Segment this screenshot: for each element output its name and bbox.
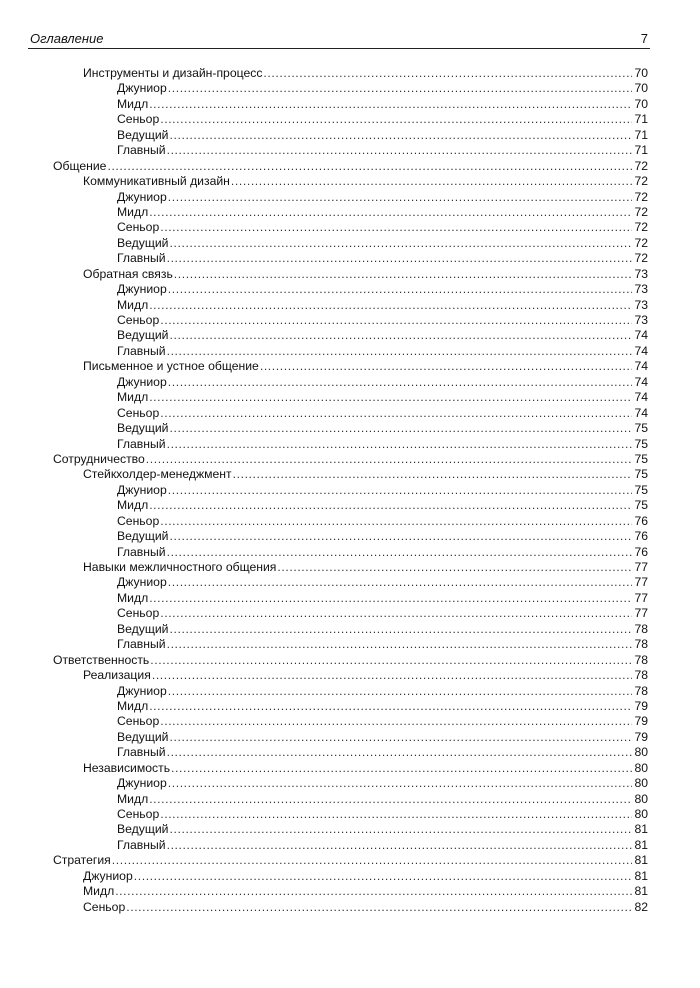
toc-entry-label: Джуниор [117, 374, 167, 389]
toc-entry-label: Инструменты и дизайн-процесс [83, 66, 263, 80]
dot-leader [115, 884, 632, 899]
toc-entry-page: 78 [634, 621, 648, 636]
toc-entry-label: Главный [117, 343, 166, 358]
toc-entry-page: 72 [634, 189, 648, 204]
dot-leader [168, 483, 632, 498]
toc-entry[interactable] [117, 81, 648, 96]
toc-entry-label: Главный [117, 544, 166, 559]
dot-leader [167, 251, 632, 266]
toc-entry-label: Мидл [117, 498, 149, 513]
dot-leader [170, 622, 633, 637]
toc-entry[interactable] [117, 298, 648, 313]
toc-entry-label: Джуниор [117, 81, 167, 96]
toc-entry[interactable] [117, 112, 648, 127]
dot-leader [160, 313, 632, 328]
toc-entry-page: 75 [634, 467, 648, 482]
toc-entry-page: 80 [634, 776, 648, 791]
toc-entry[interactable] [117, 483, 648, 498]
toc-entry[interactable] [117, 575, 648, 590]
toc-entry[interactable] [117, 545, 648, 560]
dot-leader [168, 282, 632, 297]
toc-entry-label: Мидл [83, 884, 115, 899]
toc-entry[interactable] [117, 529, 648, 544]
toc-entry-label: Мидл [117, 204, 149, 219]
toc-entry[interactable] [117, 622, 648, 637]
dot-leader [170, 730, 633, 745]
dot-leader [168, 190, 632, 205]
toc-entry-label: Ведущий [117, 822, 169, 837]
toc-entry-page: 80 [634, 807, 648, 821]
toc-entry-label: Ведущий [117, 127, 169, 142]
toc-entry-page: 73 [634, 282, 648, 297]
dot-leader [134, 869, 632, 884]
toc-entry-label: Письменное и устное общение [83, 359, 259, 374]
toc-entry-page: 72 [634, 220, 648, 235]
toc-entry[interactable] [83, 900, 648, 915]
toc-entry-label: Джуниор [117, 482, 167, 497]
toc-entry-page: 78 [634, 652, 648, 667]
toc-entry-label: Сеньор [117, 112, 160, 127]
toc-entry[interactable] [53, 159, 648, 174]
toc-entry[interactable] [117, 220, 648, 235]
dot-leader [149, 498, 632, 513]
toc-entry[interactable] [117, 699, 648, 714]
dot-leader [126, 900, 632, 915]
toc-entry-label: Сеньор [117, 220, 160, 235]
toc-entry[interactable] [83, 761, 648, 776]
toc-entry-page: 78 [634, 668, 648, 683]
dot-leader [149, 591, 632, 606]
dot-leader [160, 406, 632, 421]
dot-leader [160, 220, 632, 235]
toc-entry-page: 71 [634, 143, 648, 158]
dot-leader [168, 776, 632, 791]
toc-entry-label: Стратегия [53, 853, 111, 868]
toc-entry-label: Независимость [83, 760, 171, 775]
toc-entry-label: Навыки межличностного общения [83, 560, 277, 574]
dot-leader [160, 807, 632, 822]
toc-entry-page: 73 [634, 313, 648, 327]
toc-entry-page: 77 [634, 590, 648, 605]
toc-entry-label: Ведущий [117, 235, 169, 250]
toc-entry-page: 75 [634, 436, 648, 451]
toc-entry[interactable] [117, 390, 648, 405]
toc-entry-label: Мидл [117, 698, 149, 713]
toc-entry-page: 77 [634, 575, 648, 590]
toc-entry[interactable] [117, 421, 648, 436]
toc-entry-label: Ведущий [117, 529, 169, 544]
toc-entry-page: 72 [634, 235, 648, 250]
toc-entry-page: 72 [634, 251, 648, 266]
toc-entry-page: 81 [634, 868, 648, 883]
dot-leader [263, 66, 632, 81]
toc-entry-label: Джуниор [117, 683, 167, 698]
dot-leader [171, 761, 632, 776]
dot-leader [112, 853, 632, 868]
dot-leader [107, 159, 632, 174]
toc-entry[interactable] [83, 884, 648, 899]
dot-leader [149, 205, 632, 220]
toc-entry-page: 78 [634, 637, 648, 652]
toc-entry-page: 77 [634, 560, 648, 574]
toc-entry[interactable] [117, 205, 648, 220]
toc-entry[interactable] [117, 190, 648, 205]
toc-entry-label: Мидл [117, 590, 149, 605]
dot-leader [152, 668, 632, 683]
toc-entry-label: Сеньор [117, 313, 160, 327]
dot-leader [167, 745, 632, 760]
toc-entry[interactable] [117, 684, 648, 699]
toc-entry-page: 78 [634, 683, 648, 698]
toc-entry[interactable] [117, 344, 648, 359]
toc-entry-page: 74 [634, 359, 648, 374]
toc-entry-label: Главный [117, 745, 166, 760]
toc-entry-page: 73 [634, 266, 648, 281]
toc-entry-page: 73 [634, 297, 648, 312]
toc-entry-page: 70 [634, 81, 648, 96]
toc-entry-page: 81 [634, 822, 648, 837]
dot-leader [168, 375, 632, 390]
toc-entry-label: Главный [117, 143, 166, 158]
toc-entry-label: Ведущий [117, 421, 169, 436]
toc-entry[interactable] [83, 668, 648, 683]
toc-entry-page: 76 [634, 529, 648, 544]
toc-entry-page: 81 [634, 853, 648, 868]
toc-entry-page: 82 [634, 899, 648, 914]
toc-entry-page: 74 [634, 328, 648, 343]
dot-leader [149, 390, 632, 405]
toc-entry[interactable] [117, 143, 648, 158]
dot-leader [233, 467, 632, 482]
toc-entry[interactable] [117, 637, 648, 652]
toc-entry-page: 81 [634, 884, 648, 899]
table-of-contents [0, 66, 700, 915]
toc-entry-label: Сотрудничество [53, 451, 145, 466]
toc-entry-page: 79 [634, 729, 648, 744]
toc-entry-page: 79 [634, 698, 648, 713]
toc-entry[interactable] [53, 452, 648, 467]
toc-entry[interactable] [117, 236, 648, 251]
toc-entry-label: Джуниор [83, 868, 133, 883]
toc-entry[interactable] [117, 97, 648, 112]
toc-entry[interactable] [83, 267, 648, 282]
toc-entry-label: Сеньор [117, 606, 160, 621]
toc-entry-page: 75 [634, 421, 648, 436]
toc-entry-page: 74 [634, 390, 648, 405]
dot-leader [170, 236, 633, 251]
toc-entry-label: Джуниор [117, 776, 167, 791]
dot-leader [174, 267, 632, 282]
toc-entry-label: Главный [117, 637, 166, 652]
toc-entry[interactable] [117, 375, 648, 390]
toc-entry[interactable] [53, 653, 648, 668]
toc-entry-label: Джуниор [117, 575, 167, 590]
toc-entry-page: 75 [634, 451, 648, 466]
toc-entry[interactable] [83, 174, 648, 189]
toc-entry-label: Стейкхолдер-менеджмент [83, 467, 232, 482]
toc-entry[interactable] [117, 606, 648, 621]
dot-leader [160, 112, 632, 127]
toc-entry[interactable] [117, 714, 648, 729]
toc-entry[interactable] [117, 328, 648, 343]
toc-entry-label: Мидл [117, 297, 149, 312]
toc-entry-page: 74 [634, 405, 648, 420]
dot-leader [149, 298, 632, 313]
dot-leader [160, 514, 632, 529]
toc-entry[interactable] [117, 838, 648, 853]
dot-leader [170, 529, 633, 544]
toc-entry[interactable] [83, 66, 648, 81]
toc-entry[interactable] [117, 822, 648, 837]
dot-leader [170, 421, 633, 436]
toc-entry[interactable] [117, 792, 648, 807]
toc-entry-page: 70 [634, 96, 648, 111]
toc-entry-page: 74 [634, 343, 648, 358]
toc-entry-page: 77 [634, 606, 648, 621]
toc-entry-label: Мидл [117, 390, 149, 405]
running-header [28, 30, 650, 49]
page-number: 7 [640, 31, 648, 46]
toc-entry-label: Джуниор [117, 282, 167, 297]
toc-entry-label: Ведущий [117, 729, 169, 744]
dot-leader [167, 545, 632, 560]
toc-entry-label: Обратная связь [83, 266, 173, 281]
toc-entry-label: Коммуникативный дизайн [83, 174, 230, 189]
dot-leader [170, 822, 633, 837]
toc-entry[interactable] [117, 251, 648, 266]
toc-entry-label: Сеньор [117, 807, 160, 821]
toc-entry-label: Главный [117, 251, 166, 266]
dot-leader [231, 174, 632, 189]
toc-entry-label: Главный [117, 436, 166, 451]
toc-entry[interactable] [117, 128, 648, 143]
dot-leader [149, 699, 632, 714]
toc-entry-label: Сеньор [83, 899, 126, 914]
toc-entry[interactable] [83, 467, 648, 482]
toc-entry[interactable] [83, 560, 648, 575]
toc-entry-page: 74 [634, 374, 648, 389]
dot-leader [170, 328, 633, 343]
dot-leader [168, 684, 632, 699]
toc-entry[interactable] [117, 282, 648, 297]
dot-leader [168, 81, 632, 96]
toc-entry-page: 76 [634, 513, 648, 528]
toc-entry-page: 71 [634, 112, 648, 127]
toc-entry-page: 72 [634, 158, 648, 173]
dot-leader [168, 575, 632, 590]
dot-leader [149, 97, 632, 112]
dot-leader [170, 128, 633, 143]
toc-entry-label: Главный [117, 837, 166, 852]
dot-leader [167, 143, 632, 158]
toc-entry[interactable] [117, 437, 648, 452]
toc-entry-label: Общение [53, 158, 107, 173]
toc-entry[interactable] [53, 853, 648, 868]
toc-entry-label: Мидл [117, 791, 149, 806]
toc-entry-label: Джуниор [117, 189, 167, 204]
toc-entry[interactable] [117, 313, 648, 328]
dot-leader [160, 714, 632, 729]
toc-entry-page: 75 [634, 482, 648, 497]
dot-leader [167, 637, 632, 652]
running-header-title: Оглавление [30, 31, 104, 46]
toc-entry-page: 75 [634, 498, 648, 513]
dot-leader [260, 359, 632, 374]
dot-leader [167, 838, 632, 853]
toc-entry-page: 80 [634, 760, 648, 775]
dot-leader [146, 452, 632, 467]
dot-leader [149, 792, 632, 807]
toc-entry[interactable] [83, 869, 648, 884]
toc-entry[interactable] [117, 591, 648, 606]
toc-entry[interactable] [83, 359, 648, 374]
dot-leader [167, 437, 632, 452]
toc-entry-label: Реализация [83, 668, 151, 683]
toc-entry-label: Ответственность [53, 652, 150, 667]
toc-entry[interactable] [117, 498, 648, 513]
toc-entry[interactable] [117, 807, 648, 822]
toc-entry-page: 79 [634, 714, 648, 729]
toc-entry[interactable] [117, 406, 648, 421]
toc-entry[interactable] [117, 514, 648, 529]
toc-entry-page: 80 [634, 791, 648, 806]
toc-entry[interactable] [117, 730, 648, 745]
dot-leader [150, 653, 632, 668]
toc-entry-label: Мидл [117, 96, 149, 111]
toc-entry[interactable] [117, 745, 648, 760]
toc-entry-page: 72 [634, 174, 648, 189]
toc-entry-label: Ведущий [117, 328, 169, 343]
dot-leader [160, 606, 632, 621]
toc-entry-page: 71 [634, 127, 648, 142]
toc-entry-page: 81 [634, 837, 648, 852]
toc-entry-label: Ведущий [117, 621, 169, 636]
dot-leader [167, 344, 632, 359]
toc-entry-page: 76 [634, 544, 648, 559]
dot-leader [277, 560, 632, 575]
toc-entry-page: 72 [634, 204, 648, 219]
toc-entry[interactable] [117, 776, 648, 791]
toc-entry-label: Сеньор [117, 405, 160, 420]
toc-entry-page: 80 [634, 745, 648, 760]
toc-entry-page: 70 [634, 66, 648, 80]
toc-entry-label: Сеньор [117, 513, 160, 528]
toc-entry-label: Сеньор [117, 714, 160, 729]
